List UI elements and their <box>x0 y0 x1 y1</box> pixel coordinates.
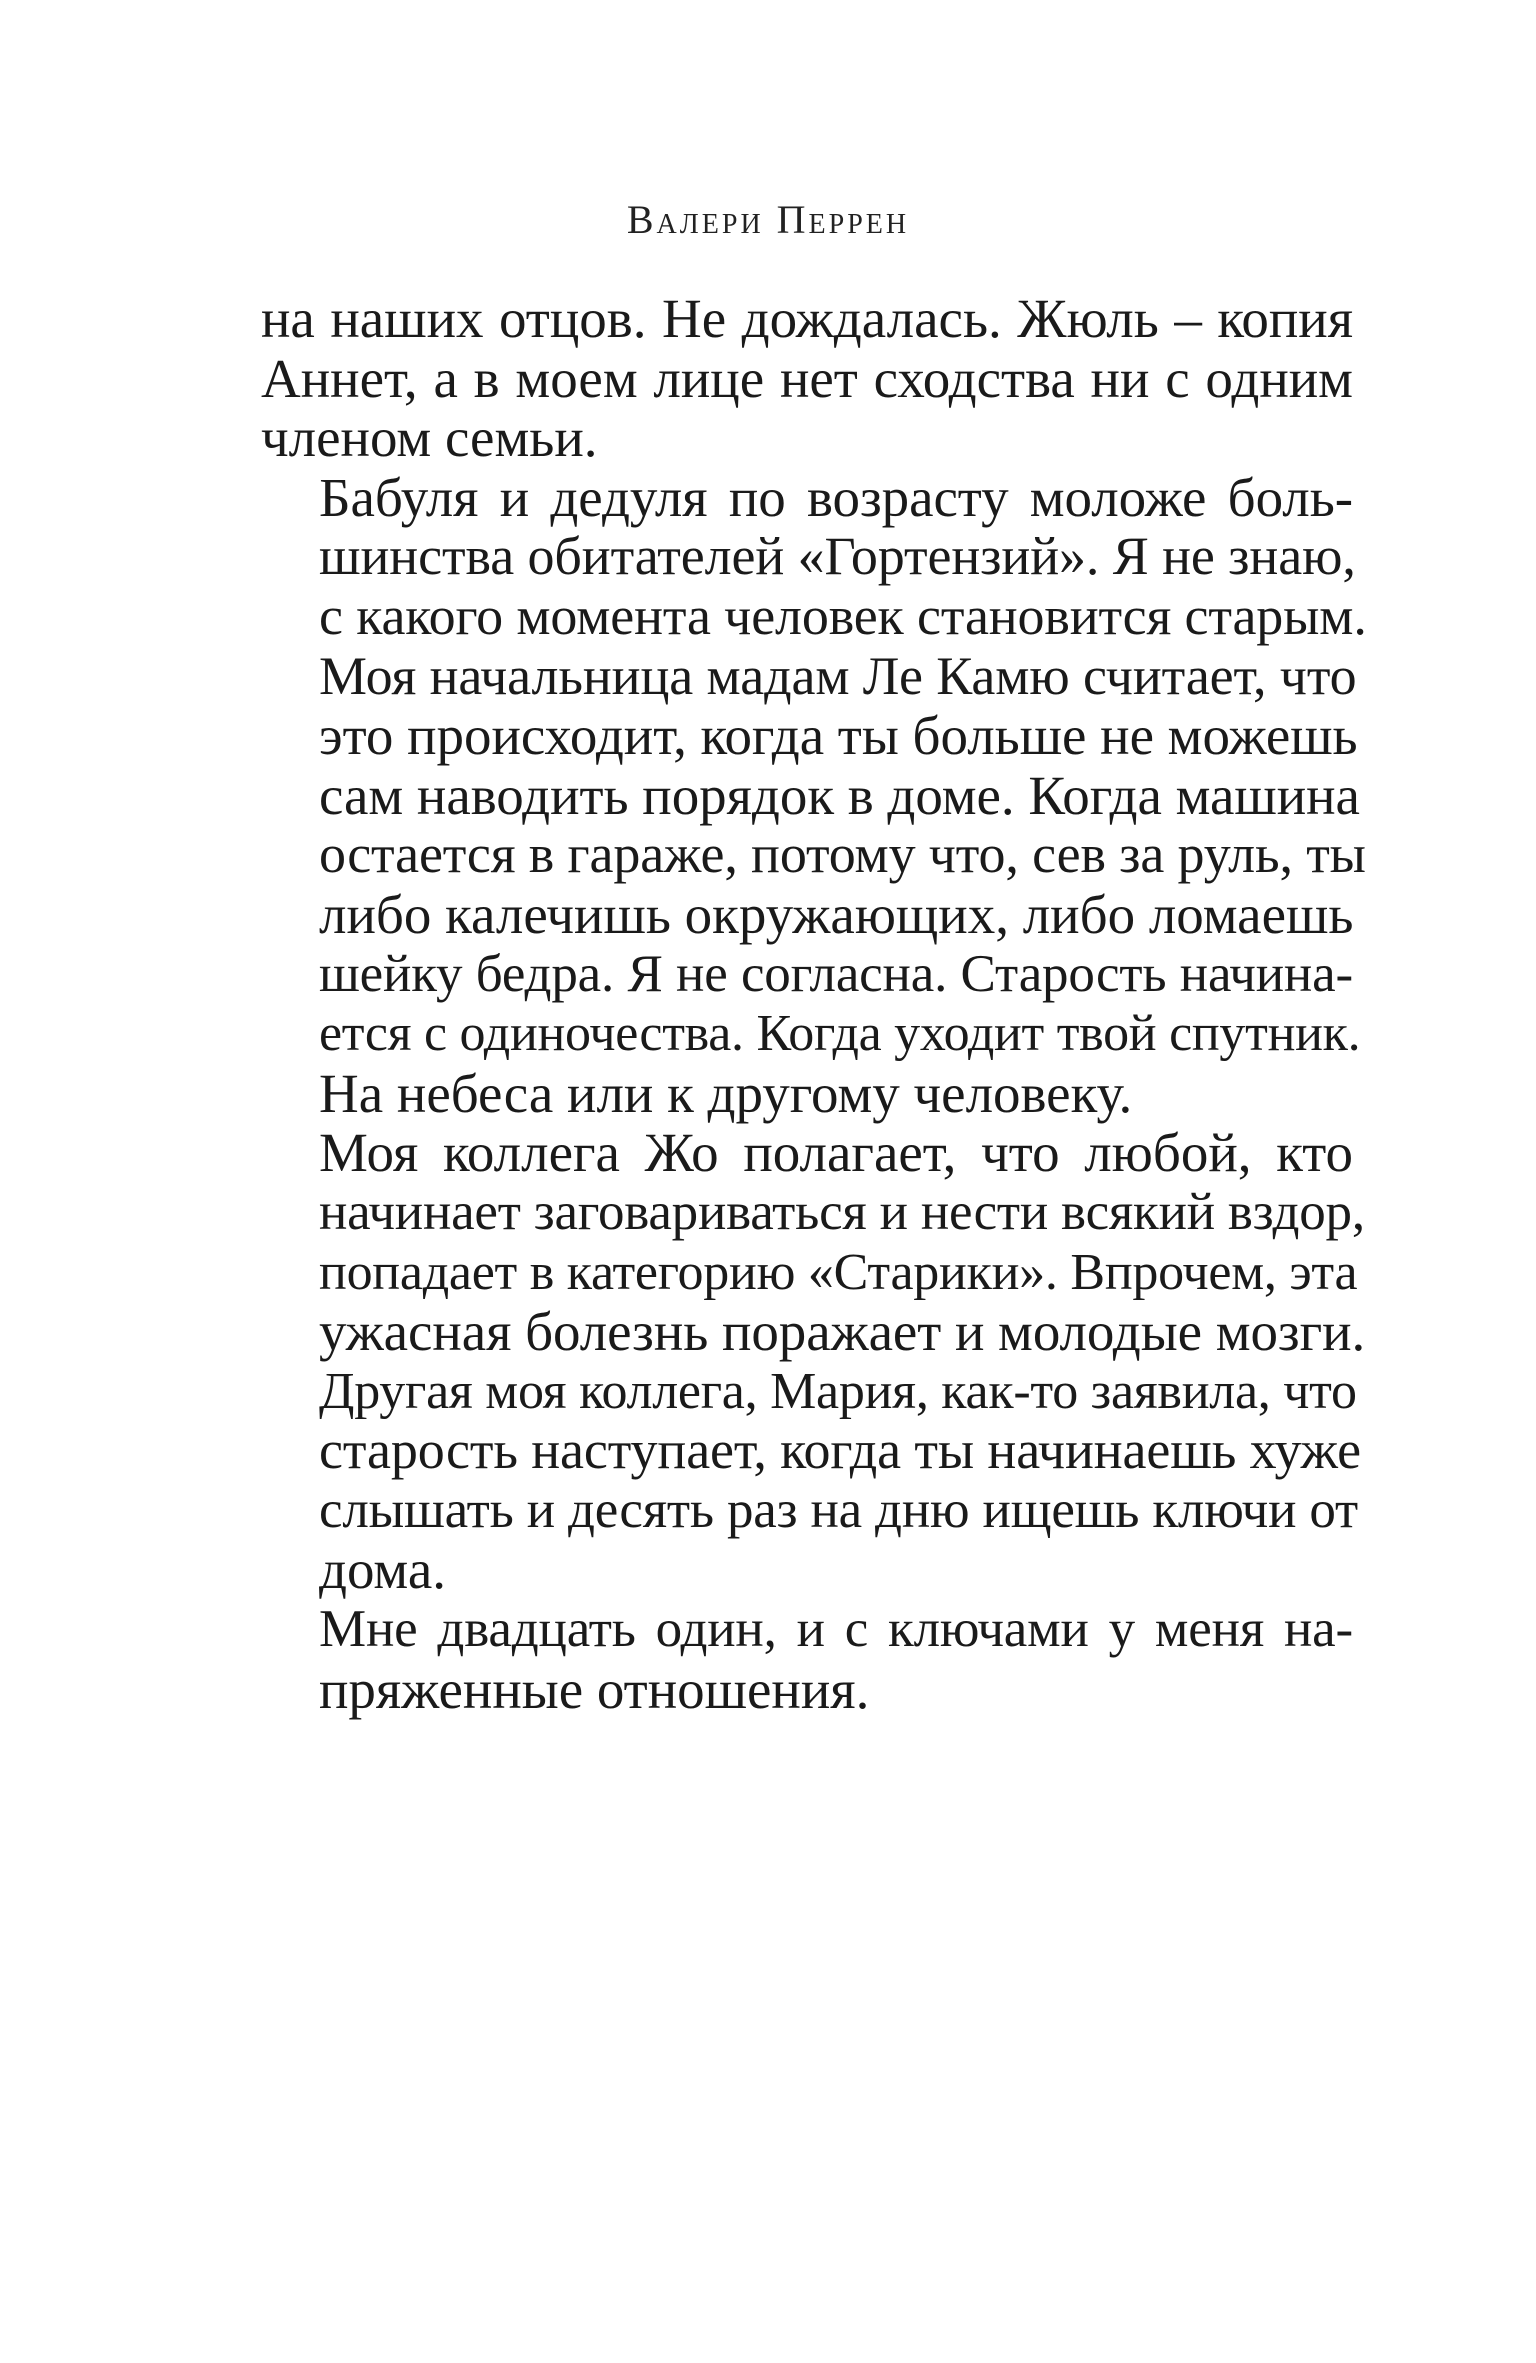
text-line: Аннет, а в моем лице нет сходства ни с одним <box>261 347 1353 409</box>
text-line: либо калечишь окружающих, либо ломаешь <box>319 883 1354 945</box>
text-line: Мне двадцать один, и с ключами у меня на- <box>319 1600 1353 1659</box>
text-line: Моя начальница мадам Ле Камю считает, что <box>319 645 1357 706</box>
text-line: это происходит, когда ты больше не можешь <box>319 705 1358 767</box>
text-line: пряженные отношения. <box>319 1658 870 1720</box>
text-line: Бабуля и дедуля по возрасту моложе боль- <box>319 466 1353 528</box>
text-line: членом семьи. <box>261 407 598 469</box>
paragraph-3 <box>261 1122 1366 1601</box>
text-line: сам наводить порядок в доме. Когда машина <box>319 764 1360 826</box>
text-line: старость наступает, когда ты начинаешь хуже <box>319 1420 1361 1481</box>
paragraph-2 <box>261 466 1367 1124</box>
text-line: начинает заговариваться и нести всякий вздор, <box>319 1182 1365 1241</box>
text-line: остается в гараже, потому что, сев за руль, ты <box>319 824 1366 885</box>
text-line: ужасная болезнь поражает и молодые мозги. <box>319 1301 1366 1363</box>
text-line: слышать и десять раз на дню ищешь ключи от <box>319 1480 1358 1539</box>
paragraph-4 <box>261 1600 1353 1719</box>
text-line: Другая моя коллега, Мария, как-то заявила, что <box>319 1362 1357 1420</box>
text-line: На небеса или к другому человеку. <box>319 1062 1133 1124</box>
text-line: на наших отцов. Не дождалась. Жюль – копия <box>261 288 1353 349</box>
text-line: с какого момента человек становится старым. <box>319 585 1367 646</box>
text-line: шинства обитателей «Гортензий». Я не знаю, <box>319 526 1356 587</box>
text-line: дома. <box>319 1539 447 1601</box>
text-line: ется с одиночества. Когда уходит твой спутник. <box>319 1005 1361 1063</box>
body-text <box>261 288 1367 1720</box>
running-head: Валери Перрен <box>626 197 910 242</box>
text-line: попадает в категорию «Старики». Впрочем, эта <box>319 1243 1358 1301</box>
text-line: Моя коллега Жо полагает, что любой, кто <box>319 1122 1353 1184</box>
paragraph-1 <box>261 289 1353 468</box>
text-line: шейку бедра. Я не согласна. Старость начина- <box>319 944 1353 1003</box>
